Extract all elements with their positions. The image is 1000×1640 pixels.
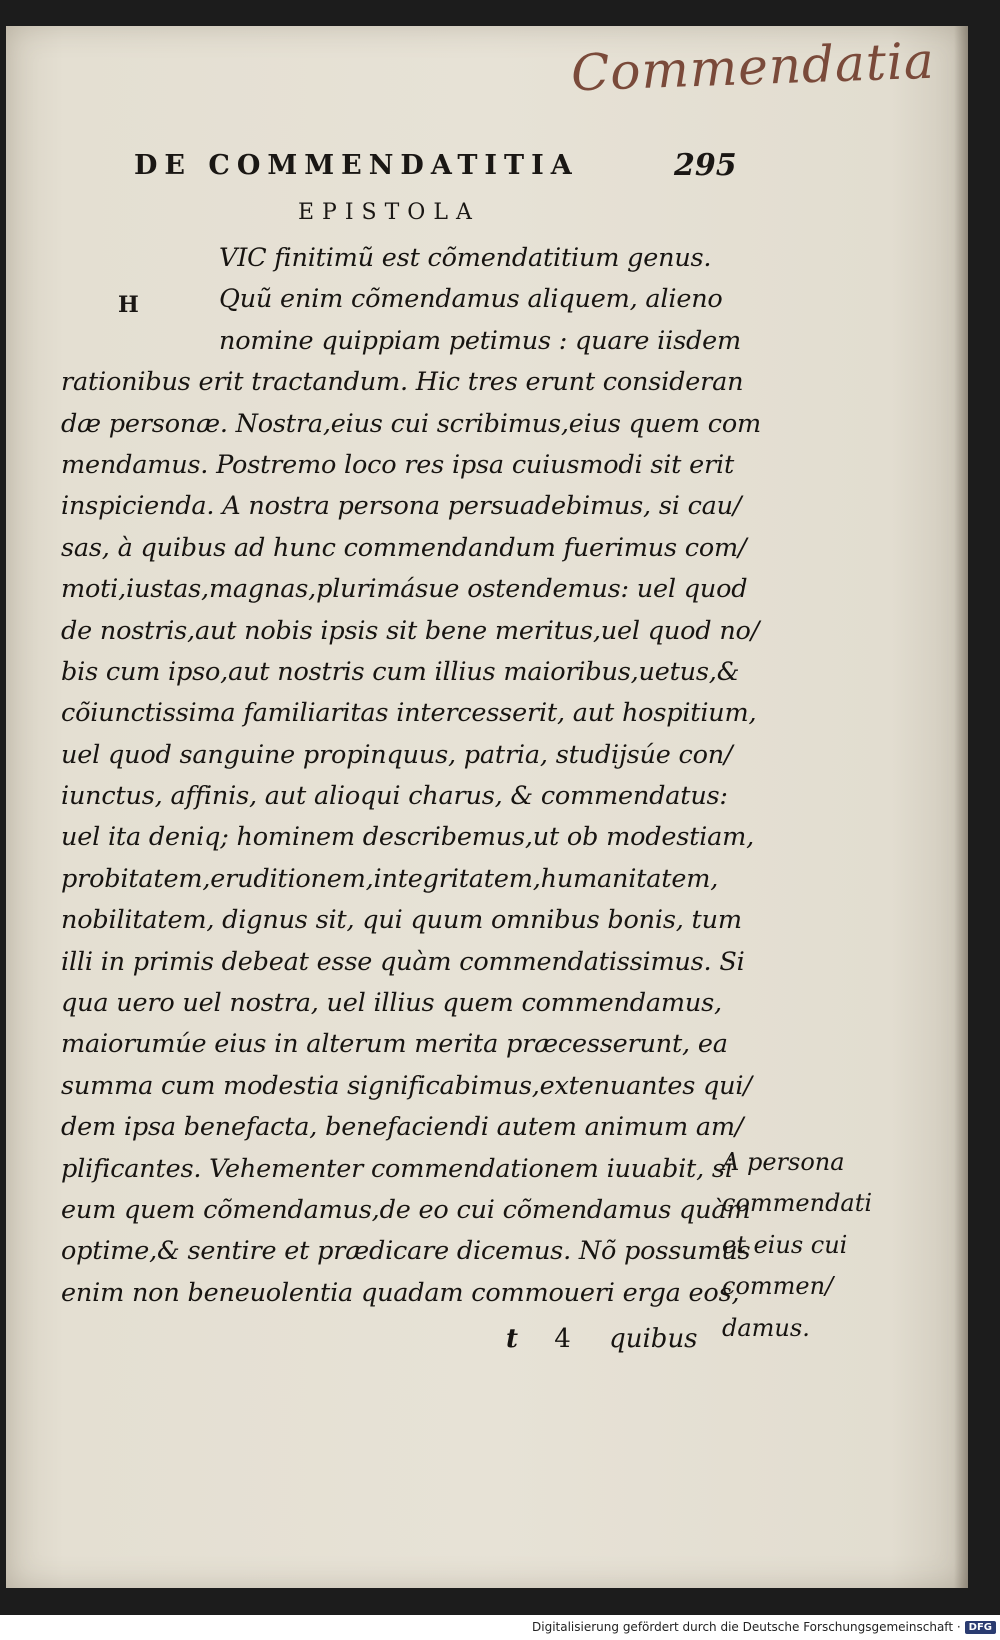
signature-number: 4 <box>554 1324 571 1354</box>
handwritten-annotation: Commendatia <box>570 31 936 103</box>
text-line: nobilitatem, dignus sit, qui quum omnibus bonis, tum <box>61 905 742 936</box>
text-line: bis cum ipso,aut nostris cum illius maioribus,uetus,& <box>61 656 740 687</box>
page-number: 295 <box>674 148 737 183</box>
signature-letter: t <box>506 1324 519 1354</box>
book-page <box>6 26 968 1588</box>
text-line: Quũ enim cõmendamus aliquem, alieno <box>219 284 723 315</box>
marginal-note <box>722 1142 942 1349</box>
text-line: uel quod sanguine propinquus, patria, studijsúe con/ <box>61 739 733 770</box>
margin-line: commendati <box>722 1189 873 1218</box>
text-line: sas, à quibus ad hunc commendandum fuerimus com/ <box>61 532 747 563</box>
text-line: plificantes. Vehementer commendationem iuuabit, si <box>61 1153 733 1184</box>
page-edge-shadow <box>954 26 968 1588</box>
text-line: nomine quippiam petimus : quare iisdem <box>219 325 741 356</box>
text-line: enim non beneuolentia quadam commoueri erga eos, <box>61 1277 740 1308</box>
margin-line: commen/ <box>722 1272 834 1301</box>
margin-line: A persona <box>722 1148 845 1176</box>
text-line: optime,& sentire et prædicare dicemus. Nõ possumus <box>61 1236 751 1267</box>
text-line: iunctus, affinis, aut alioqui charus, & commendatus: <box>61 781 728 812</box>
digitization-footer <box>532 1617 996 1637</box>
text-line: illi in primis debeat esse quàm commendatissimus. Si <box>61 946 745 977</box>
dfg-logo-badge: DFG <box>965 1621 996 1634</box>
footer-text: Digitalisierung gefördert durch die Deutsche Forschungsgemeinschaft · <box>532 1620 961 1634</box>
text-line: eum quem cõmendamus,de eo cui cõmendamus quàm <box>61 1194 751 1225</box>
running-head <box>134 148 737 190</box>
text-line: probitatem,eruditionem,integritatem,humanitatem, <box>61 863 719 894</box>
text-line: summa cum modestia significabimus,extenuantes qui/ <box>61 1070 752 1101</box>
text-line: dem ipsa benefacta, benefaciendi autem animum am/ <box>61 1112 744 1143</box>
running-head-title: DE COMMENDATITIA <box>134 150 579 181</box>
text-line: inspicienda. A nostra persona persuadebimus, si cau/ <box>61 491 742 522</box>
text-line: maiorumúe eius in alterum merita præcesserunt, ea <box>61 1029 728 1060</box>
text-line: dæ personæ. Nostra,eius cui scribimus,eius quem com <box>61 408 761 439</box>
section-subheading: EPISTOLA <box>298 200 480 225</box>
text-line: VIC finitimũ est cõmendatitium genus. <box>219 243 712 273</box>
text-line: qua uero uel nostra, uel illius quem commendamus, <box>61 988 722 1019</box>
text-line: uel ita deniq; hominem describemus,ut ob modestiam, <box>61 822 755 853</box>
text-line: mendamus. Postremo loco res ipsa cuiusmodi sit erit <box>61 449 735 480</box>
text-line: moti,iustas,magnas,plurimásue ostendemus: uel quod <box>61 574 748 605</box>
body-text <box>61 238 761 1314</box>
initial-letter: H <box>118 292 139 318</box>
catchword: quibus <box>609 1324 698 1354</box>
text-line: rationibus erit tractandum. Hic tres erunt consideran <box>61 367 744 398</box>
text-line: de nostris,aut nobis ipsis sit bene meritus,uel quod no/ <box>61 615 760 646</box>
text-line: cõiunctissima familiaritas intercesserit, aut hospitium, <box>61 698 757 729</box>
signature-line <box>506 1324 698 1354</box>
margin-line: et eius cui <box>722 1230 848 1259</box>
margin-line: damus. <box>722 1313 810 1342</box>
